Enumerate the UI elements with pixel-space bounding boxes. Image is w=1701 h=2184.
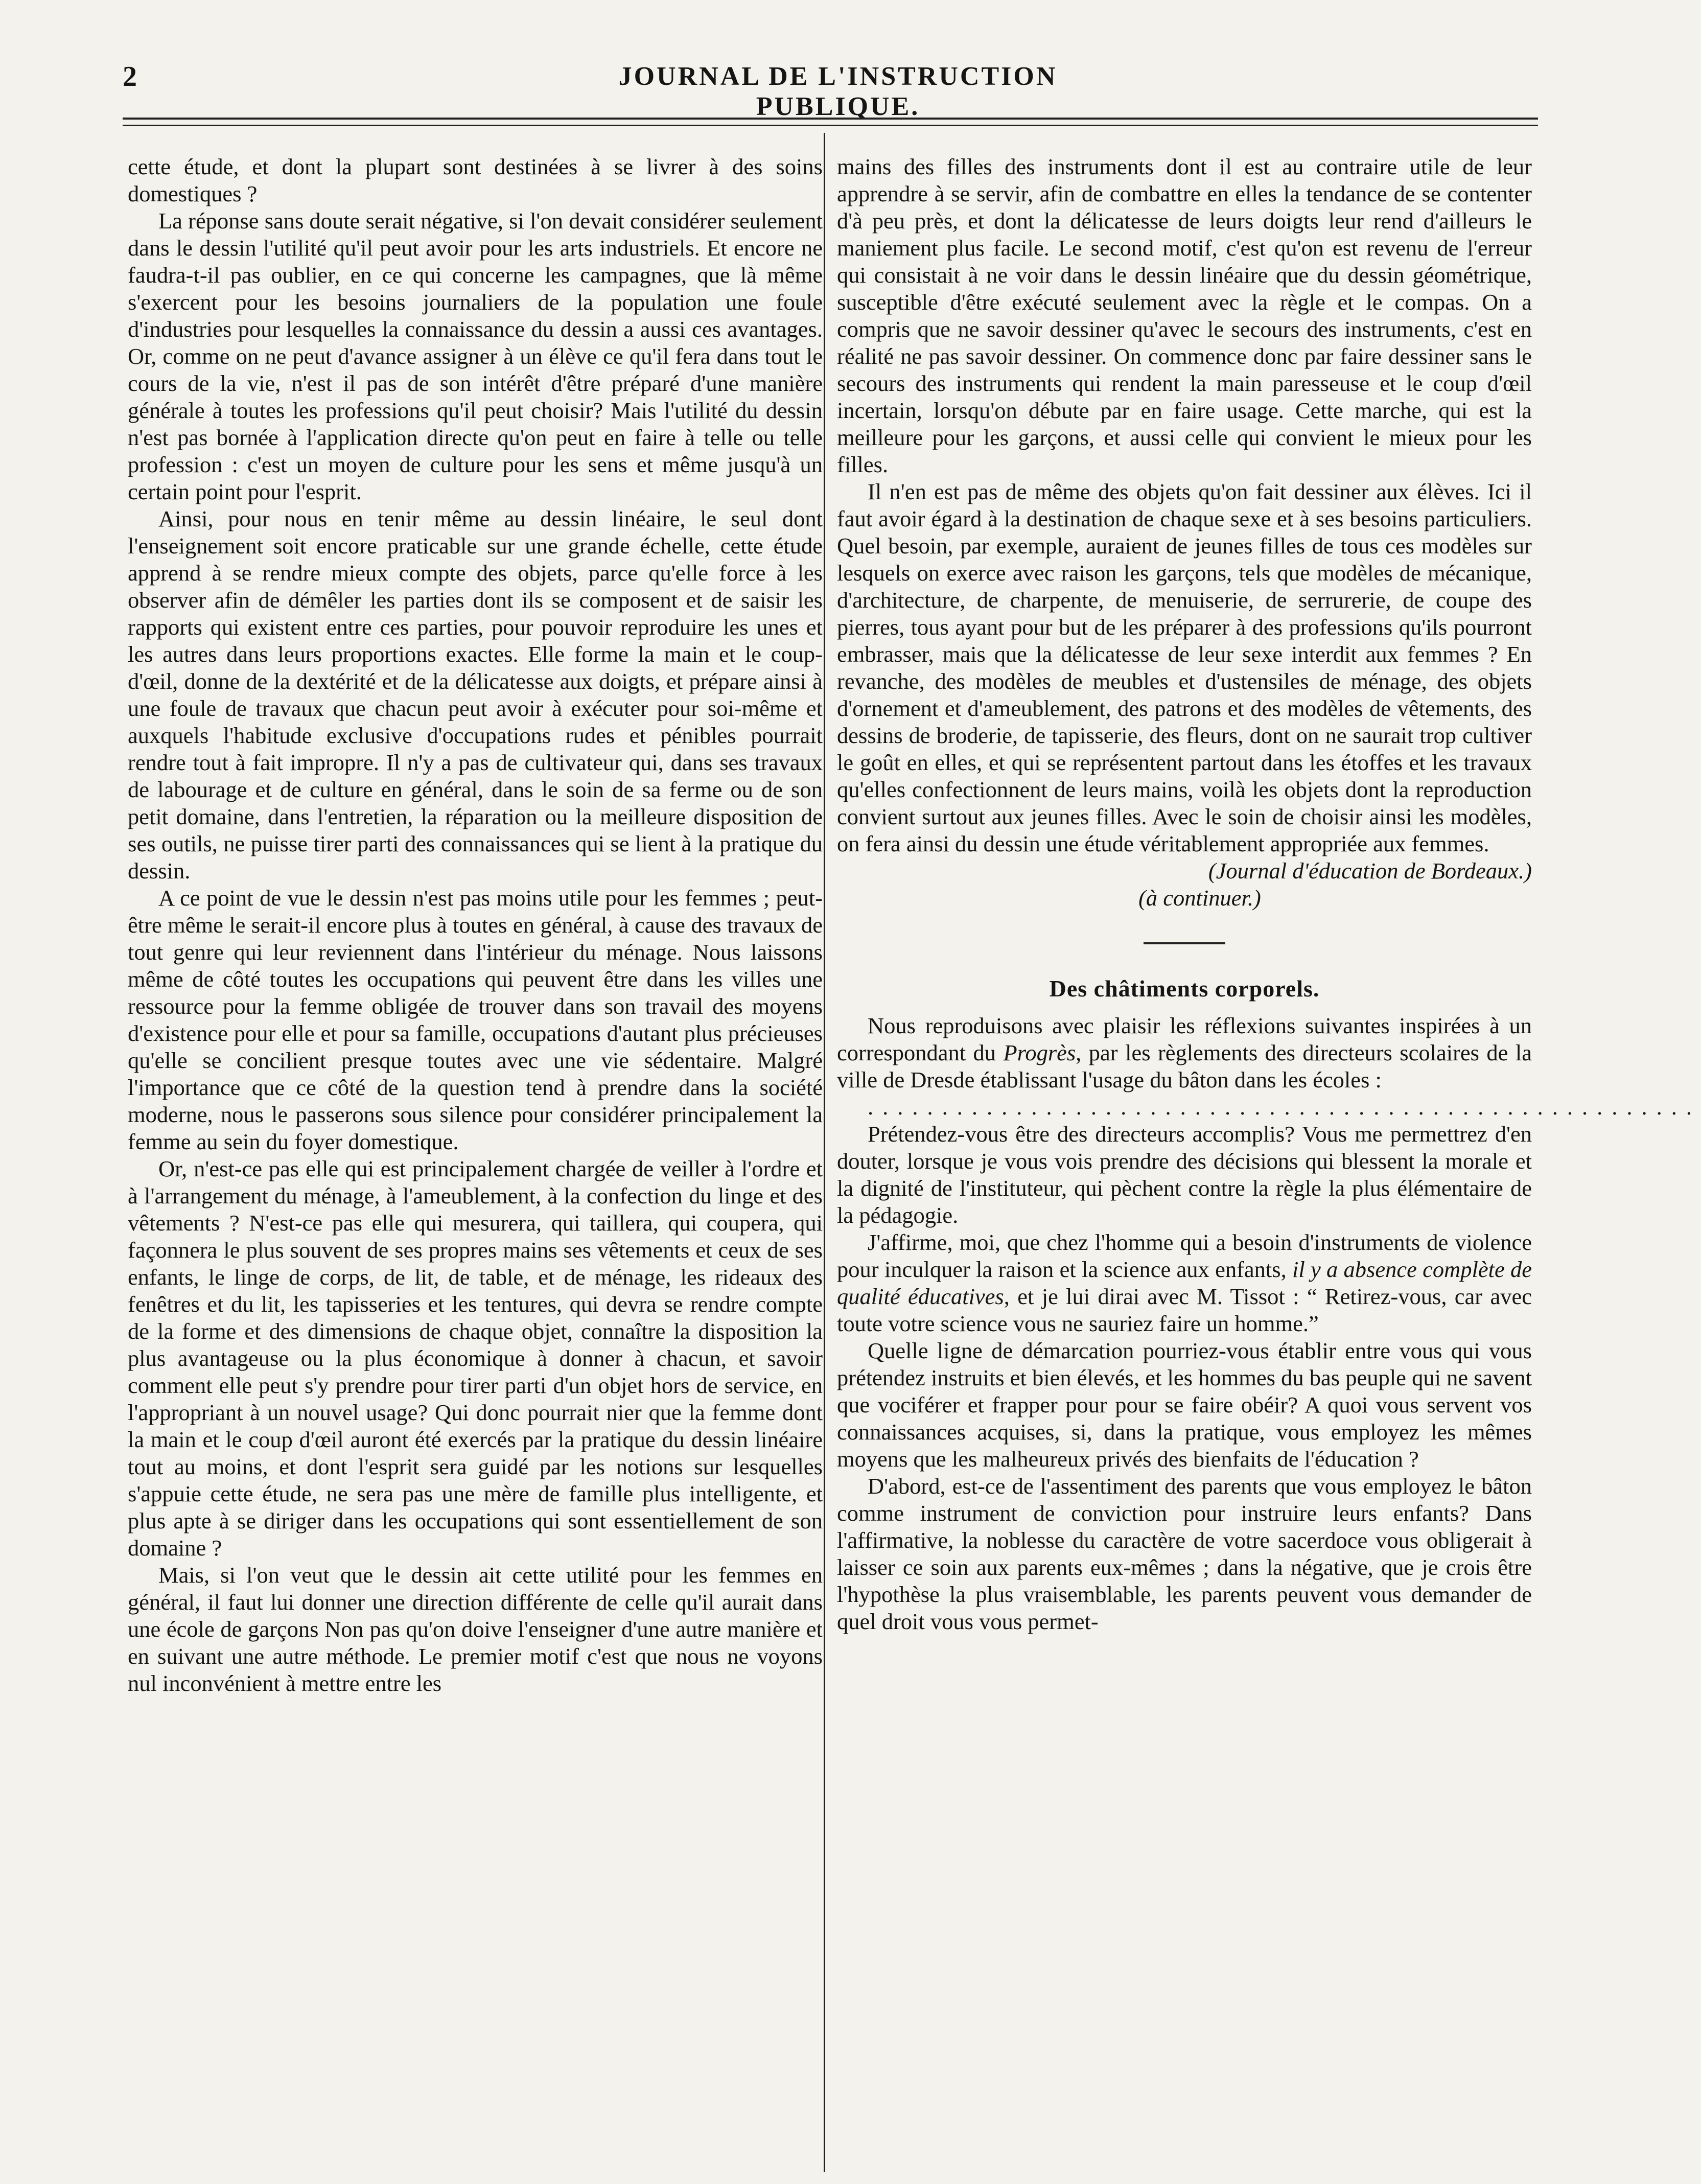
left-paragraph-3: Ainsi, pour nous en tenir même au dessin linéaire, le seul dont l'enseignement soit encore praticable sur une grande échelle, cette étude apprend à se rendre mieux compte des objets, parce qu'elle force à les observer afin de démêler les parties dont ils se composent et de saisir les rapports qui existent entre ces parties, pour pouvoir reproduire les unes et les autres dans leurs proportions exactes. Elle forme la main et le coup-d'œil, donne de la dextérité et de la délicatesse aux doigts, et prépare ainsi à une foule de travaux que chacun peut avoir à exécuter pour soi-même et auxquels l'habitude exclusive d'occupations rudes et pénibles pourrait rendre tout à fait impropre. Il n'y a pas de cultivateur qui, dans ses travaux de labourage et de culture en général, dans le soin de sa ferme ou de son petit domaine, dans l'entretien, la réparation ou la meilleure disposition de ses outils, ne puisse tirer parti des connaissances qui se lient à la pratique du dessin. (128, 506, 823, 884)
affirm-text-end: , et je lui dirai avec M. Tissot : “ Retirez-vous, car avec toute votre science vous ne sauriez faire un homme.” (837, 1284, 1532, 1336)
column-divider (824, 133, 825, 2172)
left-paragraph-2: La réponse sans doute serait négative, si l'on devait considérer seulement dans le dessin l'utilité qu'il peut avoir pour les arts industriels. Et encore ne faudra-t-il pas oublier, en ce qui concerne les campagnes, que là même s'exercent pour les besoins journaliers de la population une foule d'industries pour lesquelles la connaissance du dessin a aussi ces avantages. Or, comme on ne peut d'avance assigner à un élève ce qu'il fera dans tout le cours de la vie, n'est il pas de son intérêt d'être préparé d'une manière générale à toutes les professions qu'il peut choisir? Mais l'utilité du dessin n'est pas bornée à l'application directe qu'on peut en faire à telle ou telle profession : c'est un moyen de culture pour les sens et même jusqu'à un certain point pour l'esprit. (128, 208, 823, 504)
right-paragraph-7: D'abord, est-ce de l'assentiment des parents que vous employez le bâton comme instrument de conviction pour instruire leurs enfants? Dans l'affirmative, la noblesse du caractère de votre sacerdoce vous obligerait à laisser ce soin aux parents eux-mêmes ; dans la négative, que je crois être l'hypothèse la plus vraisemblable, les parents peuvent vous demander de quel droit vous vous permet- (837, 1473, 1532, 1634)
article-separator (1144, 942, 1225, 944)
journal-name-progres: Progrès (1003, 1040, 1076, 1065)
right-paragraph-5 (837, 1229, 1532, 1337)
journal-title: JOURNAL DE L'INSTRUCTION PUBLIQUE. (618, 62, 1058, 121)
left-paragraph-4: A ce point de vue le dessin n'est pas moins utile pour les femmes ; peut-être même le serait-il encore plus à toutes en général, à cause des travaux de tout genre qui leur reviennent dans l'intérieur du ménage. Nous laissons même de côté toutes les occupations qui peuvent être dans les villes une ressource pour la femme obligée de trouver dans son travail des moyens d'existence pour elle et pour sa famille, occupations d'autant plus précieuses qu'elle se concilient presque toutes avec une vie sédentaire. Malgré l'importance que ce côté de la question tend à prendre dans la société moderne, nous le passerons sous silence pour considérer principalement la femme au sein du foyer domestique. (128, 885, 823, 1154)
left-paragraph-1: cette étude, et dont la plupart sont destinées à se livrer à des soins domestiques ? (128, 154, 823, 206)
article-source: (Journal d'éducation de Bordeaux.) (1208, 858, 1532, 884)
left-paragraph-6: Mais, si l'on veut que le dessin ait cette utilité pour les femmes en général, il faut lui donner une direction différente de celle qu'il aurait dans une école de garçons Non pas qu'on doive l'enseigner d'une autre manière et en suivant une autre méthode. Le premier motif c'est que nous ne voyons nul inconvénient à mettre entre les (128, 1562, 823, 1696)
right-column (837, 153, 1701, 2172)
continued-note: (à continuer.) (1138, 885, 1261, 911)
ellipsis-line: ........................................................ (868, 1094, 1701, 1120)
affirm-italic: il y a absence complète de qualité éducatives (837, 1257, 1532, 1309)
left-paragraph-5: Or, n'est-ce pas elle qui est principalement chargée de veiller à l'ordre et à l'arrangement du ménage, à l'ameublement, à la confection du linge et des vêtements ? N'est-ce pas elle qui mesurera, qui taillera, qui coupera, qui façonnera le plus souvent de ses propres mains ses vêtements et ceux de ses enfants, le linge de corps, de lit, de table, et de ménage, les rideaux des fenêtres et du lit, les tapisseries et les tentures, qui devra se rendre compte de la forme et des dimensions de chaque objet, connaître la disposition la plus avantageuse ou la plus économique à donner à chacun, et savoir comment elle peut s'y prendre pour tirer parti d'un objet hors de service, en l'appropriant à un nouvel usage? Qui donc pourrait nier que la femme dont la main et le coup d'œil auront été exercés par la pratique du dessin linéaire tout au moins, et dont l'esprit sera guidé par les notions sur lesquelles s'appuie cette étude, ne sera pas une mère de famille plus intelligente, et plus apte à se diriger dans les occupations qui sont essentiellement de son domaine ? (128, 1156, 823, 1561)
right-paragraph-3 (837, 1012, 1532, 1094)
right-paragraph-4: Prétendez-vous être des directeurs accomplis? Vous me permettrez d'en douter, lorsque je vous vois prendre des décisions qui blessent la morale et la dignité de l'instituteur, qui pèchent contre la règle la plus élémentaire de la pédagogie. (837, 1121, 1532, 1228)
right-paragraph-1: mains des filles des instruments dont il est au contraire utile de leur apprendre à se servir, afin de combattre en elles la tendance de se contenter d'à peu près, et dont la délicatesse de leurs doigts leur rend d'ailleurs le maniement plus facile. Le second motif, c'est qu'on est revenu de l'erreur qui consistait à ne voir dans le dessin linéaire que du dessin géométrique, susceptible d'être exécuté seulement avec la règle et le compas. On a compris que ne savoir dessiner qu'avec le secours des instruments, c'est en réalité ne pas savoir dessiner. On commence donc par faire dessiner sans le secours des instruments qui rendent la main paresseuse et le coup d'œil incertain, lorsqu'on débute par en faire usage. Cette marche, qui est la meilleure pour les garçons, et aussi celle qui convient le mieux pour les filles. (837, 154, 1532, 477)
left-column (128, 153, 823, 2172)
right-paragraph-2: Il n'en est pas de même des objets qu'on fait dessiner aux élèves. Ici il faut avoir égard à la destination de chaque sexe et à ses besoins particuliers. Quel besoin, par exemple, auraient de jeunes filles de tous ces modèles sur lesquels on exerce avec raison les garçons, tels que modèles de mécanique, d'architecture, de charpente, de menuiserie, de serrurerie, de coupe des pierres, tous ayant pour but de les préparer à des professions qu'ils pourront embrasser, mais que la délicatesse de leur sexe interdit aux femmes ? En revanche, des modèles de meubles et d'ustensiles de ménage, des objets d'ornement et d'ameublement, des patrons et des modèles de vêtements, des dessins de broderie, de tapisserie, des fleurs, dont on ne saurait trop cultiver le goût en elles, et qui se représentent partout dans les étoffes et les travaux qu'elles confectionnent de leurs mains, voilà les objets dont la reproduction convient surtout aux jeunes filles. Avec le soin de choisir ainsi les modèles, on fera ainsi du dessin une étude véritablement appropriée aux femmes. (837, 479, 1532, 856)
page-number: 2 (123, 61, 137, 92)
affirm-text: J'affirme, moi, que chez l'homme qui a besoin d'instruments de violence pour inculquer la raison et la science aux enfants, (837, 1229, 1532, 1282)
header-rule (123, 118, 1538, 126)
right-paragraph-6: Quelle ligne de démarcation pourriez-vous établir entre vous qui vous prétendez instruits et bien élevés, et les hommes du bas peuple qui ne savent que vociférer et frapper pour pour se faire obéir? A quoi vous servent vos connaissances acquises, si, dans la pratique, vous employez les mêmes moyens que les malheureux privés des bienfaits de l'éducation ? (837, 1338, 1532, 1472)
intro-text-end: , par les règlements des directeurs scolaires de la ville de Dresde établissant l'usage du bâton dans les écoles : (837, 1040, 1532, 1093)
section-title: Des châtiments corporels. (1049, 975, 1320, 1002)
intro-text: Nous reproduisons avec plaisir les réflexions suivantes inspirées à un correspondant du (837, 1013, 1532, 1065)
